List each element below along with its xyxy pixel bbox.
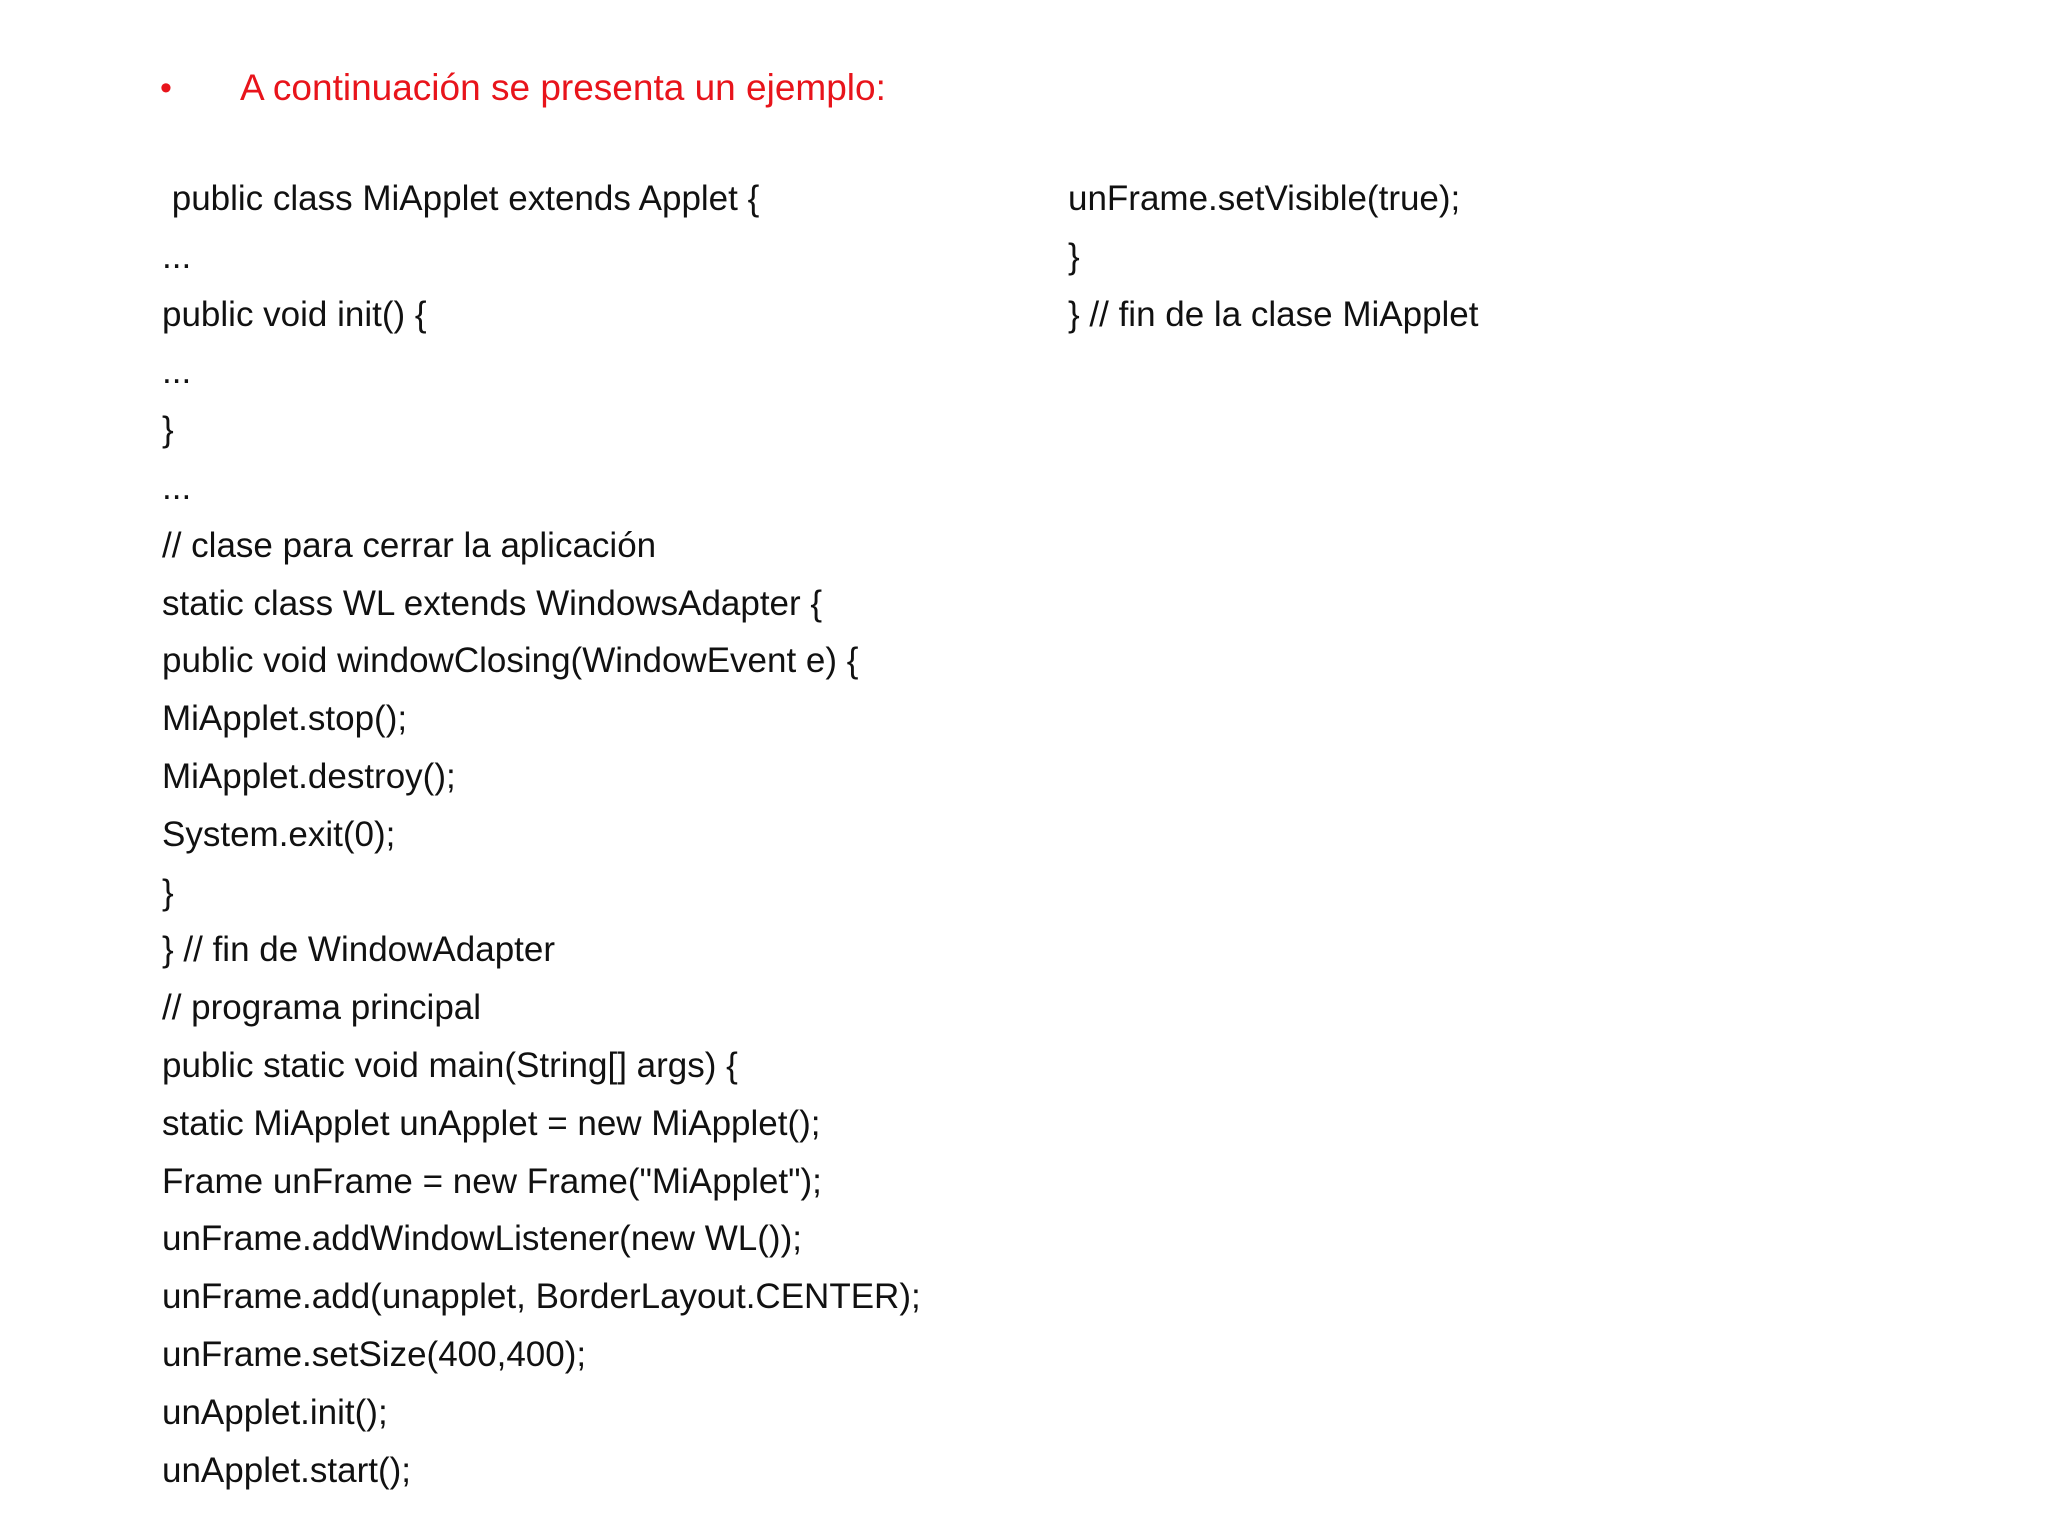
intro-bullet: [160, 60, 886, 116]
code-line: public class MiApplet extends Applet {: [162, 179, 760, 218]
code-line: unFrame.addWindowListener(new WL());: [162, 1219, 802, 1259]
code-line: MiApplet.stop();: [162, 699, 408, 739]
code-line: Frame unFrame = new Frame("MiApplet");: [162, 1161, 822, 1201]
code-line: static class WL extends WindowsAdapter {: [162, 583, 823, 623]
code-line: System.exit(0);: [162, 814, 396, 854]
code-column-right: [1068, 170, 1479, 343]
code-line: ...: [162, 467, 192, 507]
code-line: }: [1068, 236, 1080, 276]
code-line: // clase para cerrar la aplicación: [162, 525, 657, 565]
intro-text: A continuación se presenta un ejemplo:: [240, 67, 886, 108]
code-line: public void windowClosing(WindowEvent e) {: [162, 641, 859, 681]
bullet-icon: •: [160, 69, 172, 107]
code-line: ...: [162, 352, 192, 392]
code-line: unApplet.start();: [162, 1450, 411, 1490]
code-line: ...: [162, 236, 192, 276]
code-line: static MiApplet unApplet = new MiApplet();: [162, 1103, 821, 1143]
code-line: unFrame.add(unapplet, BorderLayout.CENTER);: [162, 1277, 921, 1317]
code-column-left: [162, 170, 921, 1499]
code-line: unFrame.setVisible(true);: [1068, 179, 1461, 218]
code-line: } // fin de WindowAdapter: [162, 930, 555, 970]
code-line: }: [162, 410, 174, 450]
code-line: unFrame.setSize(400,400);: [162, 1334, 587, 1374]
code-line: // programa principal: [162, 988, 482, 1028]
code-line: public static void main(String[] args) {: [162, 1045, 738, 1085]
code-line: MiApplet.destroy();: [162, 756, 456, 796]
code-line: } // fin de la clase MiApplet: [1068, 294, 1479, 334]
code-line: public void init() {: [162, 294, 427, 334]
code-line: unApplet.init();: [162, 1392, 388, 1432]
code-line: }: [162, 872, 174, 912]
